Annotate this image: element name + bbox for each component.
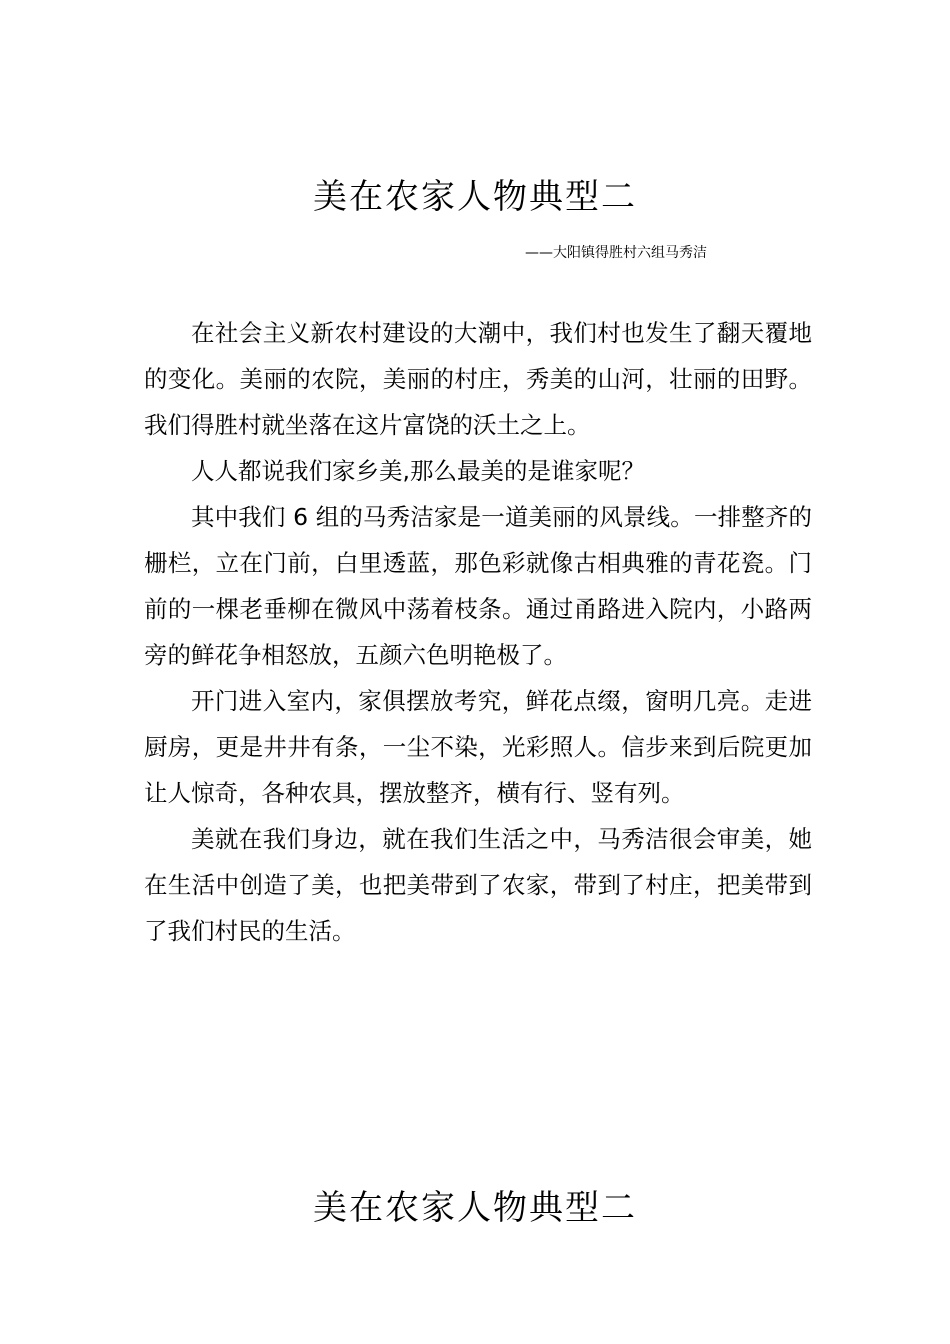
page-title: 美在农家人物典型二	[313, 176, 637, 217]
author-byline: ——大阳镇得胜村六组马秀洁	[525, 245, 707, 261]
paragraph: 美就在我们身边，就在我们生活之中，马秀洁很会审美，她在生活中创造了美，也把美带到了农家，带到了村庄，把美带到了我们村民的生活。	[144, 825, 812, 945]
paragraph: 其中我们 6 组的马秀洁家是一道美丽的风景线。一排整齐的栅栏，立在门前，白里透蓝，那色彩就像古相典雅的青花瓷。门前的一棵老垂柳在微风中荡着枝条。通过甬路进入院内，小路两旁的鲜花争相怒放，五颜六色明艳极了。	[144, 503, 812, 669]
next-page-title: 美在农家人物典型二	[313, 1187, 637, 1228]
paragraph: 在社会主义新农村建设的大潮中，我们村也发生了翻天覆地的变化。美丽的农院，美丽的村庄，秀美的山河，壮丽的田野。我们得胜村就坐落在这片富饶的沃土之上。	[144, 319, 812, 439]
paragraph: 开门进入室内，家俱摆放考究，鲜花点缀，窗明几亮。走进厨房，更是井井有条，一尘不染，光彩照人。信步来到后院更加让人惊奇，各种农具，摆放整齐，横有行、竖有列。	[144, 687, 812, 807]
article-body	[144, 310, 812, 954]
paragraph: 人人都说我们家乡美,那么最美的是谁家呢？	[191, 457, 645, 485]
